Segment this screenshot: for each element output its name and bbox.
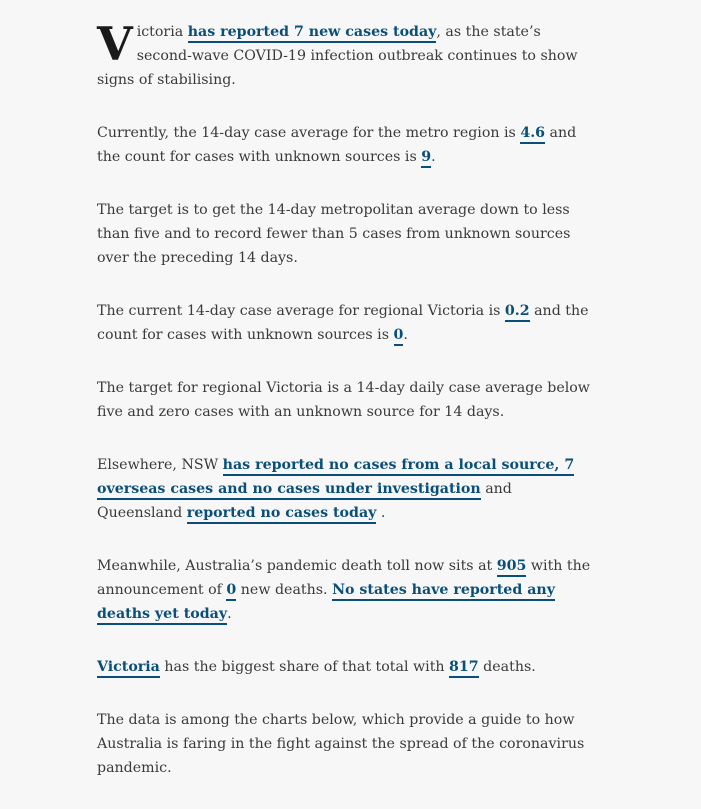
paragraph-metro-target xyxy=(97,198,597,270)
text: new deaths. xyxy=(236,582,333,598)
link-nsw-cases[interactable]: has reported no cases from a local source, 7 overseas cases and no cases under investigation xyxy=(97,457,574,500)
text: . xyxy=(403,327,408,343)
paragraph-victoria-cases xyxy=(97,17,597,92)
paragraph-regional-target xyxy=(97,376,597,424)
link-qld-cases[interactable]: reported no cases today xyxy=(187,505,377,524)
link-regional-average-value[interactable]: 0.2 xyxy=(505,303,530,322)
link-death-toll-value[interactable]: 905 xyxy=(497,558,527,577)
text: . xyxy=(431,149,436,165)
paragraph-regional-average xyxy=(97,299,597,347)
article-body xyxy=(97,17,597,809)
text: The target for regional Victoria is a 14-day daily case average below five and zero cases with an unknown source for 14 days. xyxy=(97,380,590,420)
link-victoria-deaths-value[interactable]: 817 xyxy=(449,659,479,678)
text: The target is to get the 14-day metropolitan average down to less than five and to record fewer than 5 cases from unknown sources over the preceding 14 days. xyxy=(97,202,571,266)
paragraph-victoria-share xyxy=(97,655,597,679)
text: . xyxy=(376,505,386,521)
text: Currently, the 14-day case average for the metro region is xyxy=(97,125,521,141)
text: ictoria xyxy=(136,24,188,40)
paragraph-charts-intro xyxy=(97,708,597,780)
text: has the biggest share of that total with xyxy=(159,659,450,675)
drop-cap: V xyxy=(97,17,133,71)
text: with the announcement of xyxy=(97,558,591,598)
text: and Queensland xyxy=(97,481,512,521)
text: The data is among the charts below, which provide a guide to how Australia is faring in the fight against the spread of the coronavirus pandemic. xyxy=(97,712,585,776)
text: , as the state’s second-wave COVID-19 infection outbreak continues to show signs of stabilising. xyxy=(97,24,578,88)
link-regional-unknown-sources-value[interactable]: 0 xyxy=(394,327,404,346)
link-metro-average-value[interactable]: 4.6 xyxy=(520,125,545,144)
text: and the count for cases with unknown sources is xyxy=(97,303,589,343)
text: The current 14-day case average for regional Victoria is xyxy=(97,303,505,319)
text: Meanwhile, Australia’s pandemic death toll now sits at xyxy=(97,558,497,574)
paragraph-metro-average xyxy=(97,121,597,169)
text: Elsewhere, NSW xyxy=(97,457,223,473)
link-victoria[interactable]: Victoria xyxy=(97,659,160,678)
link-new-deaths-value[interactable]: 0 xyxy=(226,582,236,601)
link-victoria-new-cases[interactable]: has reported 7 new cases today xyxy=(188,24,437,43)
link-metro-unknown-sources-value[interactable]: 9 xyxy=(421,149,431,168)
text: . xyxy=(227,606,232,622)
paragraph-nsw-qld xyxy=(97,453,597,525)
text: and the count for cases with unknown sources is xyxy=(97,125,577,165)
link-no-deaths-today[interactable]: No states have reported any deaths yet today xyxy=(97,582,555,625)
paragraph-death-toll xyxy=(97,554,597,626)
text: deaths. xyxy=(478,659,536,675)
